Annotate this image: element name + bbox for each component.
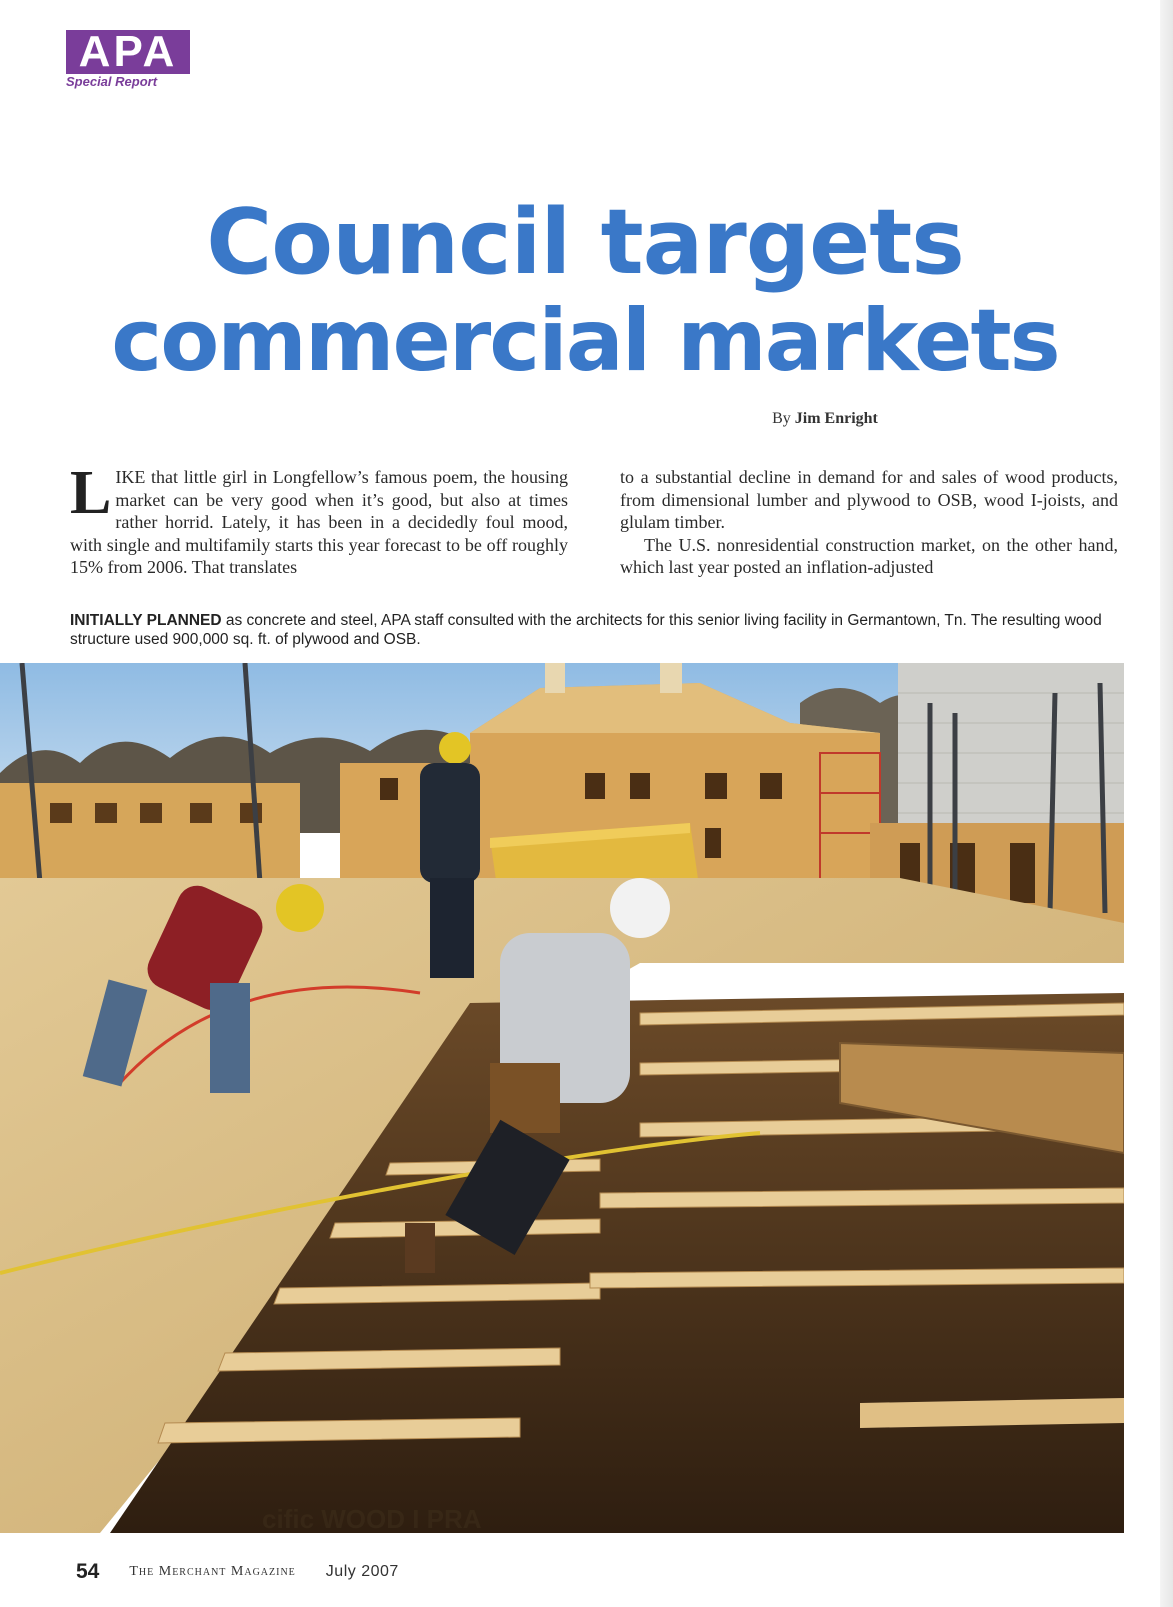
drop-cap: L (70, 459, 112, 527)
body-column-2 (620, 466, 1118, 579)
logo-subtitle: Special Report (66, 74, 158, 89)
headline-line-1: Council targets (206, 190, 964, 295)
page-footer (76, 1560, 399, 1584)
headline-line-2: commercial markets (111, 291, 1059, 391)
construction-scene-image (0, 663, 1124, 1533)
osb-wrap-print: cific WOOD I PRA (262, 1504, 482, 1533)
page-edge (1160, 0, 1173, 1607)
page-number: 54 (76, 1560, 100, 1583)
byline-prefix: By (772, 410, 791, 427)
apa-logo-letters: APA (66, 30, 190, 74)
caption-lead: INITIALLY PLANNED (70, 612, 222, 629)
body-paragraph-2: to a substantial decline in demand for and sales of wood products, from dimensional lumber and plywood to OSB, wood I-joists, and glulam timber. (620, 467, 1118, 532)
apa-logo (66, 30, 190, 92)
photo-caption (70, 611, 1120, 649)
magazine-name: The Merchant Magazine (129, 1564, 296, 1579)
body-column-1 (70, 459, 568, 579)
headline (50, 190, 1120, 391)
construction-photo (0, 663, 1124, 1533)
byline-author: Jim Enright (794, 410, 878, 427)
caption-text: as concrete and steel, APA staff consulted with the architects for this senior living facility in Germantown, Tn. The resulting wood structure used 900,000 sq. ft. of plywood and OSB. (70, 612, 1102, 648)
body-paragraph-3: The U.S. nonresidential construction market, on the other hand, which last year posted an inflation-adjusted (620, 534, 1118, 577)
issue-date: July 2007 (325, 1563, 399, 1580)
body-paragraph-1: IKE that little girl in Longfellow’s famous poem, the housing market can be very good when it’s good, but also at times rather horrid. Lately, it has been in a decidedly foul mood, with single and multifamily starts this year forecast to be off roughly 15% from 2006. That translates (70, 467, 568, 577)
byline (700, 410, 950, 428)
